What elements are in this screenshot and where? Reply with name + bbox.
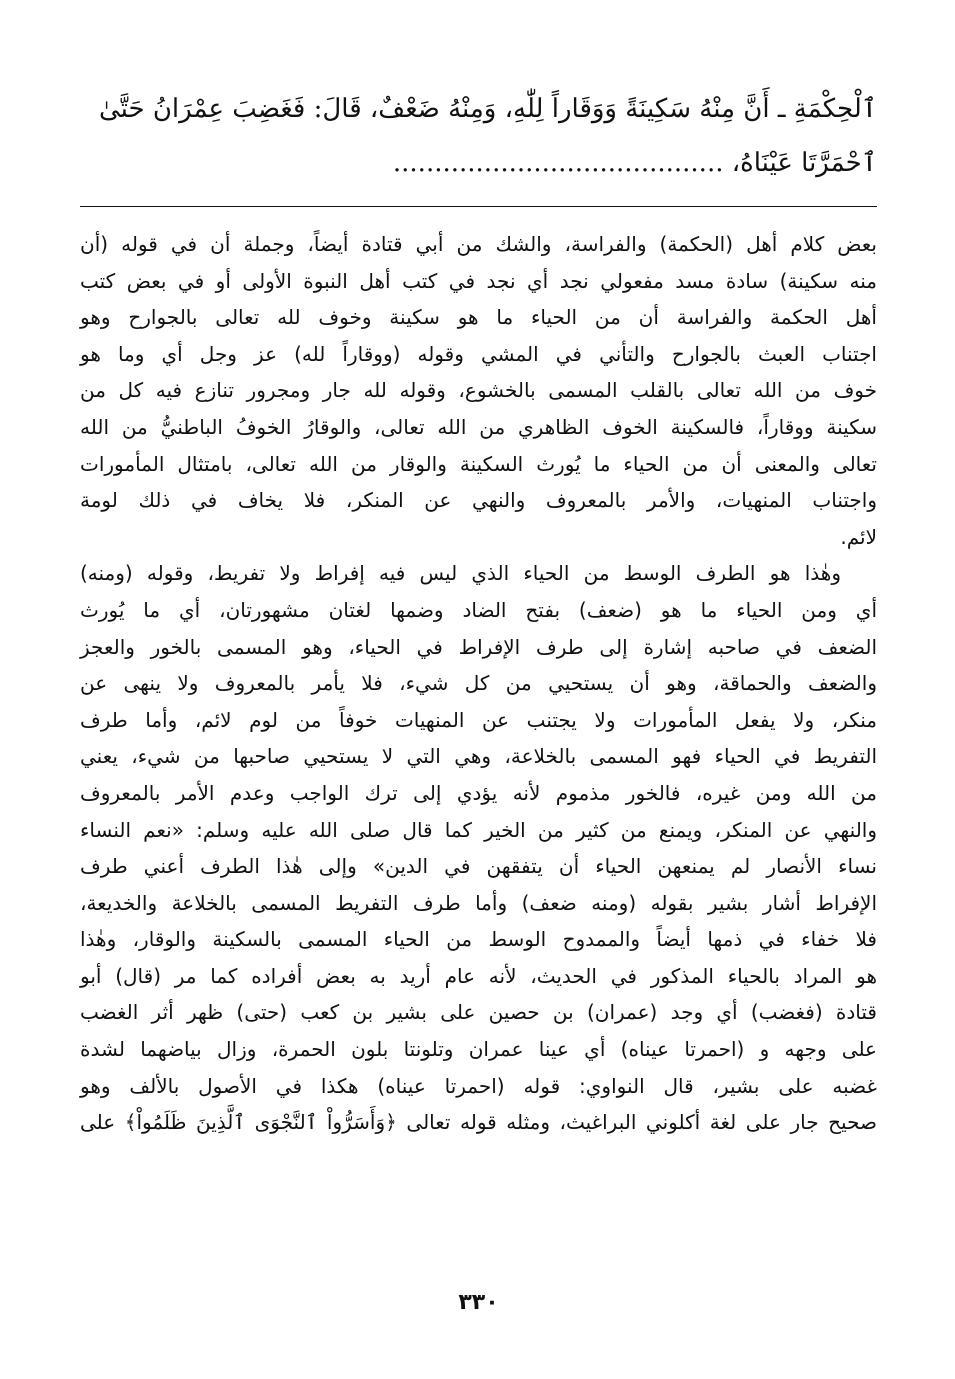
commentary-line: خوف من الله تعالى بالقلب المسمى بالخشوع، وقوله لله جار ومجرور تنازع فيه كل من bbox=[80, 378, 877, 403]
commentary-line: نساء الأنصار لم يمنعهن الحياء أن يتفقهن في الدين» وإلى هٰذا الطرف أعني طرف bbox=[80, 854, 877, 879]
hadith-line-2: ٱحْمَرَّتَا عَيْنَاهُ، ........................................ bbox=[392, 148, 877, 178]
commentary-line: والنهي عن المنكر، ويمنع من كثير من الخير كما قال صلى الله عليه وسلم: «نعم النساء bbox=[80, 817, 877, 842]
commentary-line: هو المراد بالحياء المذكور في الحديث، لأنه عام أريد به بعض أفراده كما مر (قال) أبو bbox=[80, 963, 877, 988]
page-number: ٣٣٠ bbox=[458, 1290, 499, 1315]
commentary-text bbox=[80, 226, 877, 1141]
commentary-line: تعالى والمعنى أن من الحياء ما يُورث السكينة والوقار من الله تعالى، بامتثال المأمورات bbox=[80, 451, 877, 476]
commentary-line: قتادة (فغضب) أي وجد (عمران) بن حصين على بشير بن كعب (حتى) ظهر أثر الغضب bbox=[80, 1000, 877, 1025]
section-divider bbox=[80, 206, 877, 207]
hadith-line-1: ٱلْحِكْمَةِ ـ أَنَّ مِنْهُ سَكِينَةً وَوَقَاراً لِلّٰهِ، وَمِنْهُ ضَعْفٌ، قَالَ: فَغَضِبَ عِمْرَانُ حَتَّىٰ bbox=[98, 94, 877, 124]
commentary-line: فلا خفاء في ذمها أيضاً والممدوح الوسط من الحياء المسمى بالسكينة والوقار، وهٰذا bbox=[80, 927, 877, 952]
commentary-line: أهل الحكمة والفراسة أن من الحياء ما هو سكينة وخوف لله تعالى بالجوارح وهو bbox=[80, 305, 877, 330]
paragraph-start-line: وهٰذا هو الطرف الوسط من الحياء الذي ليس فيه إفراط ولا تفريط، وقوله (ومنه) bbox=[80, 561, 841, 586]
commentary-line: واجتناب المنهيات، والأمر بالمعروف والنهي عن المنكر، فلا يخاف في ذلك لومة bbox=[80, 488, 877, 513]
commentary-line: الضعف في صاحبه إشارة إلى طرف الإفراط في الحياء، وهو المسمى بالخور والعجز bbox=[80, 634, 877, 659]
commentary-line: بعض كلام أهل (الحكمة) والفراسة، والشك من أبي قتادة أيضاً، وجملة أن في قوله (أن bbox=[80, 232, 877, 256]
commentary-line: الإفراط أشار بشير بقوله (ومنه ضعف) وأما طرف التفريط المسمى بالخلاعة والخديعة، bbox=[80, 890, 877, 915]
commentary-line: التفريط في الحياء فهو المسمى بالخلاعة، وهي التي لا يستحيي صاحبها من شيء، يعني bbox=[80, 744, 877, 769]
commentary-line: منه سكينة) سادة مسد مفعولي نجد أي نجد في كتب أهل النبوة الأولى أو في بعض كتب bbox=[80, 268, 877, 293]
commentary-line: أي ومن الحياء ما هو (ضعف) بفتح الضاد وضمها لغتان مشهورتان، أي ما يُورث bbox=[80, 597, 877, 622]
commentary-line: منكر، ولا يفعل المأمورات ولا يجتنب عن المنهيات خوفاً من لوم لائم، وأما طرف bbox=[80, 707, 877, 732]
commentary-line: سكينة ووقاراً، فالسكينة الخوف الظاهري من الله تعالى، والوقارُ الخوفُ الباطنيُّ من الله bbox=[80, 414, 877, 439]
commentary-line: غضبه على بشير، قال النواوي: قوله (احمرتا عيناه) هكذا في الأصول بالألف وهو bbox=[80, 1073, 877, 1098]
commentary-line: والضعف والحماقة، وهو أن يستحيي من كل شيء، فلا يأمر بالمعروف ولا ينهى عن bbox=[80, 671, 877, 696]
commentary-line: على وجهه و (احمرتا عيناه) أي عينا عمران وتلونتا بلون الحمرة، وزال بياضهما لشدة bbox=[80, 1037, 877, 1062]
commentary-line: من الله ومن غيره، فالخور مذموم لأنه يؤدي إلى ترك الواجب وعدم الأمر بالمعروف bbox=[80, 780, 877, 805]
hadith-text bbox=[80, 82, 877, 190]
document-page bbox=[80, 0, 877, 1379]
commentary-line: صحيح جار على لغة أكلوني البراغيث، ومثله قوله تعالى ﴿وَأَسَرُّواْ ٱلنَّجْوَى ٱلَّذِينَ ظَلَمُواْ﴾ على bbox=[80, 1110, 877, 1135]
commentary-line: لائم. bbox=[840, 524, 877, 549]
commentary-line: اجتناب العبث بالجوارح والتأني في المشي وقوله (ووقاراً لله) عز وجل أي وما هو bbox=[80, 341, 877, 366]
